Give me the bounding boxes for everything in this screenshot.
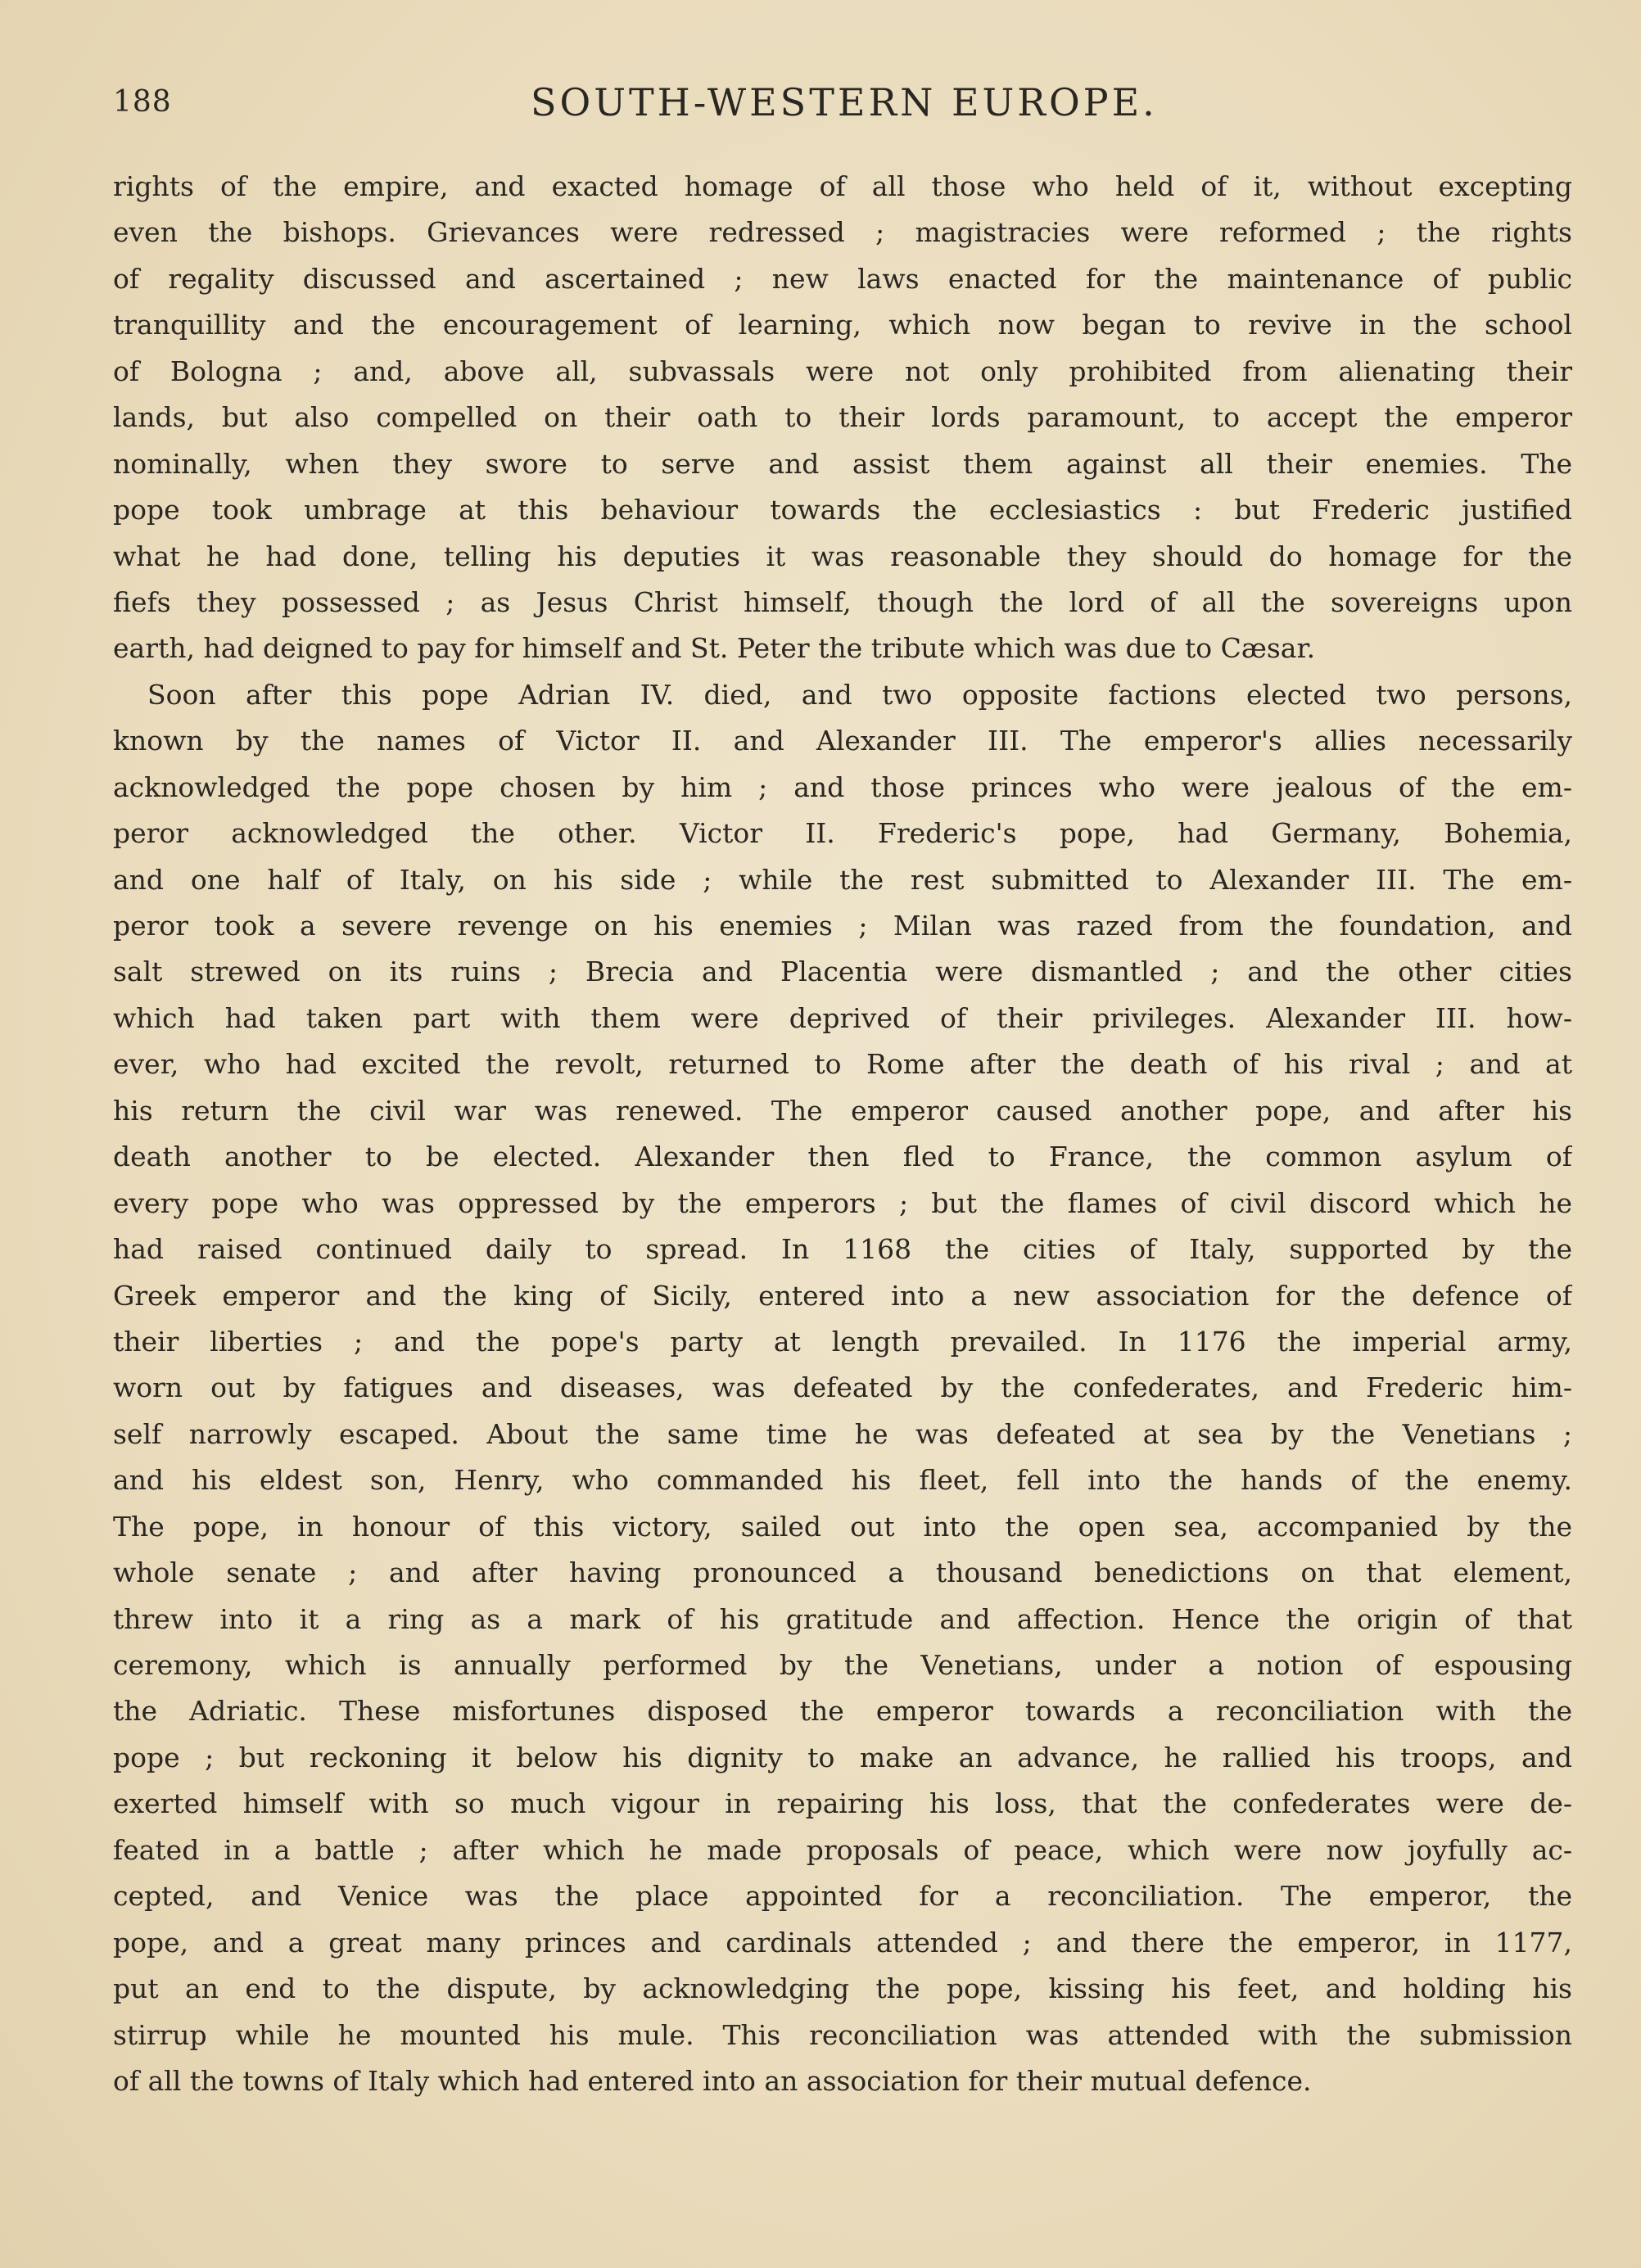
text-line: the Adriatic. These misfortunes disposed the emperor towards a reconciliation with the — [113, 1695, 1572, 1728]
text-line: had raised continued daily to spread. In 1168 the cities of Italy, supported by the — [113, 1233, 1572, 1266]
text-line: what he had done, telling his deputies it was reasonable they should do homage for the — [113, 540, 1572, 572]
text-line: known by the names of Victor II. and Alexander III. The emperor's allies necessarily — [113, 725, 1572, 757]
text-line: tranquillity and the encouragement of learning, which now began to revive in the school — [113, 309, 1572, 341]
text-line: lands, but also compelled on their oath to their lords paramount, to accept the emperor — [113, 401, 1572, 434]
text-line: of Bologna ; and, above all, subvassals were not only prohibited from alienating their — [113, 355, 1572, 387]
text-line: threw into it a ring as a mark of his gratitude and affection. Hence the origin of that — [113, 1602, 1572, 1635]
text-line: peror took a severe revenge on his enemies ; Milan was razed from the foundation, and — [113, 910, 1572, 942]
text-line: exerted himself with so much vigour in repairing his loss, that the confederates were de- — [113, 1787, 1572, 1820]
text-line: and one half of Italy, on his side ; while the rest submitted to Alexander III. The em- — [113, 863, 1572, 896]
running-head: SOUTH-WESTERN EUROPE. — [531, 80, 1158, 124]
text-line: self narrowly escaped. About the same time he was defeated at sea by the Venetians ; — [113, 1417, 1572, 1450]
text-line: pope ; but reckoning it below his dignity to make an advance, he rallied his troops, and — [113, 1741, 1572, 1773]
text-line: stirrup while he mounted his mule. This reconciliation was attended with the submission — [113, 2018, 1572, 2051]
text-line: ever, who had excited the revolt, returned to Rome after the death of his rival ; and at — [113, 1048, 1572, 1081]
page-header — [113, 80, 1579, 129]
text-line: of all the towns of Italy which had entered into an association for their mutual defence. — [113, 2064, 1312, 2097]
text-line: death another to be elected. Alexander then fled to France, the common asylum of — [113, 1141, 1572, 1173]
text-line: whole senate ; and after having pronounced a thousand benedictions on that element, — [113, 1556, 1572, 1589]
text-line: their liberties ; and the pope's party at length prevailed. In 1176 the imperial army, — [113, 1325, 1572, 1358]
text-line: feated in a battle ; after which he made proposals of peace, which were now joyfully ac- — [113, 1833, 1572, 1866]
text-line: Greek emperor and the king of Sicily, entered into a new association for the defence of — [113, 1279, 1572, 1312]
text-line: acknowledged the pope chosen by him ; and those princes who were jealous of the em- — [113, 770, 1572, 803]
text-line: cepted, and Venice was the place appointed for a reconciliation. The emperor, the — [113, 1880, 1572, 1913]
text-line: fiefs they possessed ; as Jesus Christ himself, though the lord of all the sovereigns upon — [113, 585, 1572, 618]
text-line: pope took umbrage at this behaviour towards the ecclesiastics : but Frederic justified — [113, 494, 1572, 526]
text-line: of regality discussed and ascertained ; new laws enacted for the maintenance of public — [113, 262, 1572, 295]
text-line: pope, and a great many princes and cardinals attended ; and there the emperor, in 1177, — [113, 1926, 1572, 1959]
text-line: earth, had deigned to pay for himself and St. Peter the tribute which was due to Cæsar. — [113, 632, 1316, 665]
paragraph-first-line: Soon after this pope Adrian IV. died, and two opposite factions elected two persons, — [147, 678, 1572, 711]
text-line: peror acknowledged the other. Victor II. Frederic's pope, had Germany, Bohemia, — [113, 817, 1572, 850]
page-number: 188 — [113, 85, 172, 119]
text-line: and his eldest son, Henry, who commanded his fleet, fell into the hands of the enemy. — [113, 1464, 1572, 1497]
text-line: ceremony, which is annually performed by the Venetians, under a notion of espousing — [113, 1649, 1572, 1681]
text-line: even the bishops. Grievances were redressed ; magistracies were reformed ; the rights — [113, 216, 1572, 249]
text-line: rights of the empire, and exacted homage of all those who held of it, without excepting — [113, 170, 1572, 202]
text-line: nominally, when they swore to serve and assist them against all their enemies. The — [113, 447, 1572, 480]
text-line: worn out by fatigues and diseases, was defeated by the confederates, and Frederic him- — [113, 1371, 1572, 1404]
text-line: salt strewed on its ruins ; Brecia and Placentia were dismantled ; and the other cities — [113, 956, 1572, 988]
text-line: his return the civil war was renewed. The emperor caused another pope, and after his — [113, 1094, 1572, 1127]
text-line: The pope, in honour of this victory, sailed out into the open sea, accompanied by the — [113, 1510, 1572, 1543]
text-line: put an end to the dispute, by acknowledging the pope, kissing his feet, and holding his — [113, 1972, 1572, 2005]
body-text — [113, 164, 1572, 2104]
text-line: every pope who was oppressed by the emperors ; but the flames of civil discord which he — [113, 1186, 1572, 1219]
text-line: which had taken part with them were deprived of their privileges. Alexander III. how- — [113, 1001, 1572, 1034]
